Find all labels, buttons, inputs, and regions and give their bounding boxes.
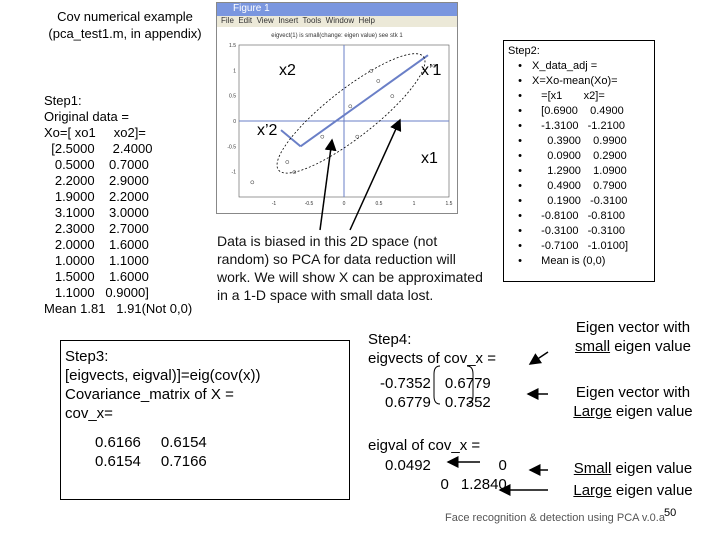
step1-line: Xo=[ xo1 xo2]= <box>44 125 146 140</box>
x-tick-label: 0 <box>342 201 346 207</box>
annotation-keyword: small <box>575 338 611 355</box>
arrow-icon <box>530 352 548 364</box>
slide-subtitle: Cov numerical example (pca_test1.m, in appendix) <box>48 9 202 41</box>
plot-title: eigvect(1) is small(change: eigen value) see stk 1 <box>271 33 403 39</box>
eigval-cell: 0 <box>498 457 507 474</box>
step1-line: 0.5000 0.7000 <box>44 157 149 172</box>
step1-line: 1.1000 0.9000] <box>44 285 149 300</box>
step1-line: Step1: <box>44 93 82 108</box>
arrow-icon <box>320 140 332 230</box>
cov-cell: 0.7166 <box>160 453 207 470</box>
annotation-keyword: Large <box>573 482 612 499</box>
annotation-text: eigen value <box>611 482 693 499</box>
bullet-icon: • <box>518 195 522 207</box>
eigvect-cell: 0.7352 <box>444 394 491 411</box>
bullet-icon: • <box>518 180 522 192</box>
bullet-icon: • <box>518 60 522 72</box>
eigval-cell: 0 <box>440 476 449 493</box>
y-tick-label: 1 <box>233 68 236 75</box>
step2-row-text: 0.3900 0.9900 <box>532 135 627 147</box>
x-tick-label: -1 <box>271 201 277 207</box>
step3-line: [eigvects, eigval)]=eig(cov(x)) <box>65 367 261 384</box>
step2-row-text: -0.7100 -1.0100] <box>532 240 629 252</box>
y-tick-label: -1 <box>231 169 236 176</box>
bullet-icon: • <box>518 255 522 267</box>
step2-row-text: 0.0900 0.2900 <box>532 150 627 162</box>
step1-line: [2.5000 2.4000 <box>44 141 153 156</box>
footer-text: Face recognition & detection using PCA v.0.a <box>445 512 665 524</box>
eigval-cell: 1.2840 <box>460 476 507 493</box>
y-tick-label: 1.5 <box>229 43 236 49</box>
bullet-icon: • <box>518 135 522 147</box>
annotation-text: eigen value <box>611 403 693 420</box>
step1-line: 2.3000 2.7000 <box>44 221 149 236</box>
eigvect-cell: 0.6779 <box>444 375 491 392</box>
step2-row-text: 0.1900 -0.3100 <box>532 195 628 207</box>
cov-cell: 0.6154 <box>95 453 141 470</box>
bullet-icon: • <box>518 75 522 87</box>
step1-line: 2.2000 2.9000 <box>44 173 149 188</box>
cov-cell: 0.6166 <box>95 434 141 451</box>
bullet-icon: • <box>518 120 522 132</box>
step2-row-text: -1.3100 -1.2100 <box>532 120 625 132</box>
step1-line: Original data = <box>44 109 129 124</box>
step2-row-text: X_data_adj = <box>532 60 598 72</box>
x2-label: x2 <box>279 62 296 79</box>
bullet-icon: • <box>518 105 522 117</box>
x1-label: x1 <box>421 150 438 167</box>
annotation-text: Eigen vector with <box>575 319 691 336</box>
step1-line: 1.5000 1.6000 <box>44 269 149 284</box>
annotation-text: Eigen vector with <box>575 384 691 401</box>
y-tick-label: 0 <box>233 119 236 125</box>
annotation-text: eigen value <box>610 338 691 355</box>
step2-row-text: Mean is (0,0) <box>532 255 606 267</box>
step3-line: Covariance_matrix of X = <box>65 386 234 403</box>
bullet-icon: • <box>518 240 522 252</box>
bullet-icon: • <box>518 150 522 162</box>
cov-cell: 0.6154 <box>160 434 207 451</box>
x-tick-label: 0.5 <box>375 201 383 207</box>
annotation-text: eigen value <box>611 460 693 477</box>
step1-line: Mean 1.81 1.91(Not 0,0) <box>44 301 193 316</box>
annotation-keyword: Large <box>573 403 612 420</box>
x-tick-label: 1.5 <box>445 201 453 207</box>
step1-line: 1.9000 2.2000 <box>44 189 149 204</box>
step4-header: Step4: <box>368 331 412 348</box>
step2-row-text: -0.3100 -0.3100 <box>532 225 625 237</box>
step2-row-text: =[x1 x2]= <box>532 90 605 102</box>
step1-line: 2.0000 1.6000 <box>44 237 149 252</box>
x1-prime-label: x’1 <box>421 62 442 79</box>
annotation-keyword: Small <box>573 460 612 477</box>
step3-line: cov_x= <box>65 405 113 422</box>
step2-row-text: -0.8100 -0.8100 <box>532 210 625 222</box>
x-tick-label: 1 <box>412 201 416 207</box>
explanation-text: Data is biased in this 2D space (not random) so PCA for data reduction will work. We will show X can be approximated in a 1-D space with small data lost. <box>217 233 483 303</box>
arrow-icon <box>350 120 400 230</box>
eigvect-cell: 0.6779 <box>384 394 431 411</box>
step1-line: 1.0000 1.1000 <box>44 253 149 268</box>
x-tick-label: -0.5 <box>304 201 314 207</box>
bullet-icon: • <box>518 225 522 237</box>
eigval-cell: 0.0492 <box>385 457 431 474</box>
eigvect-cell: -0.7352 <box>380 375 431 392</box>
y-tick-label: 0.5 <box>229 93 236 100</box>
figure-title: Figure 1 <box>233 3 270 14</box>
figure-menu-bar[interactable]: File Edit View Insert Tools Window Help <box>217 16 457 27</box>
step4-eigvect-label: eigvects of cov_x = <box>368 350 496 367</box>
step2-row-text: X=Xo-mean(Xo)= <box>532 75 618 87</box>
bullet-icon: • <box>518 90 522 102</box>
step2-header: Step2: <box>508 45 540 57</box>
step3-line: Step3: <box>65 348 109 365</box>
step2-row-text: 1.2900 1.0900 <box>532 165 627 177</box>
step2-row-text: [0.6900 0.4900 <box>532 105 624 117</box>
y-tick-label: -0.5 <box>227 144 236 151</box>
bracket-right-icon <box>467 366 473 404</box>
x2-prime-label: x’2 <box>257 122 278 139</box>
eigval-label: eigval of cov_x = <box>368 437 481 454</box>
bullet-icon: • <box>518 165 522 177</box>
step2-row-text: 0.4900 0.7900 <box>532 180 627 192</box>
bracket-left-icon <box>434 366 440 404</box>
page-number: 50 <box>664 507 677 519</box>
step1-line: 3.1000 3.0000 <box>44 205 149 220</box>
bullet-icon: • <box>518 210 522 222</box>
